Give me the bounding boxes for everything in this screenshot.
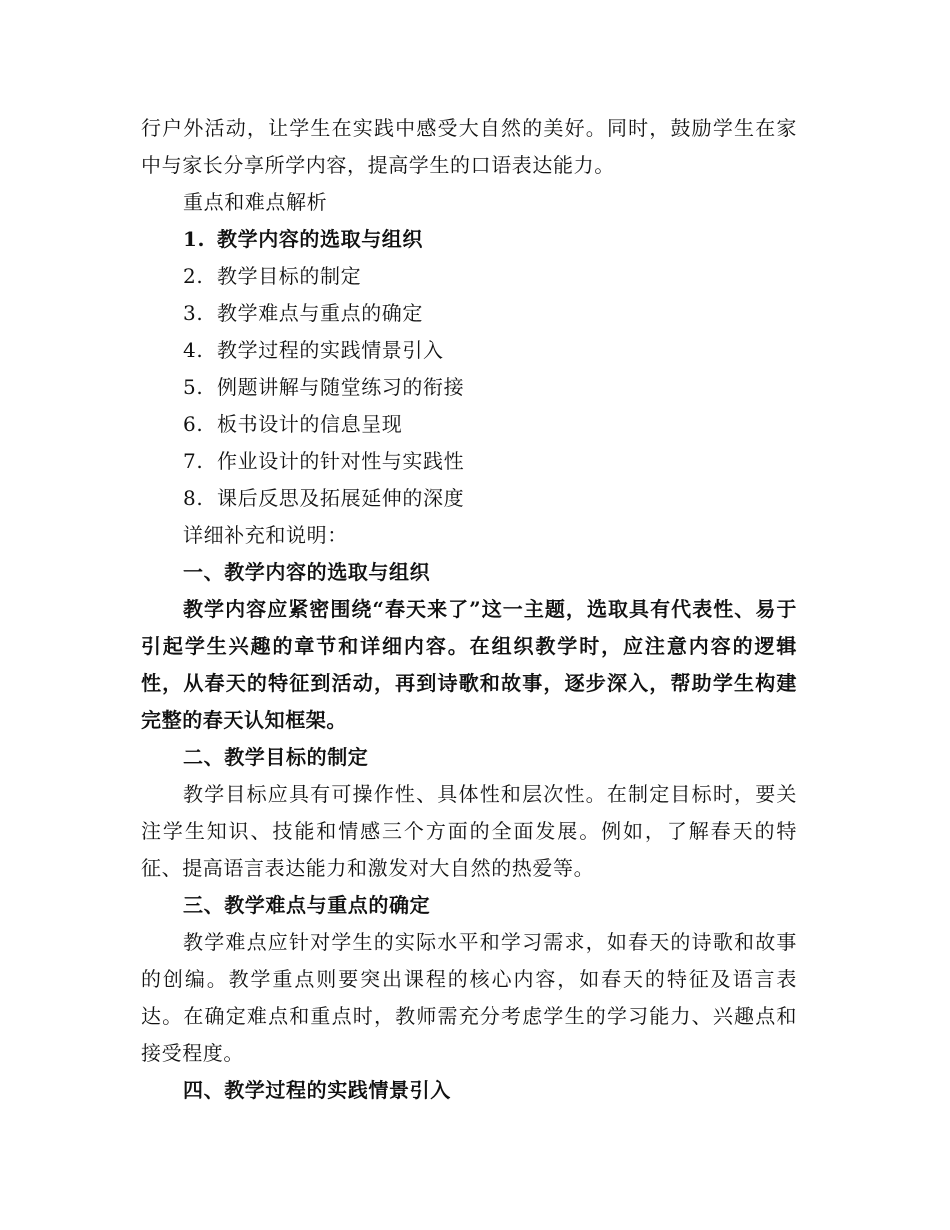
detail-heading: 详细补充和说明： xyxy=(183,523,348,547)
list-item-number: 5. xyxy=(183,375,204,399)
list-item xyxy=(141,258,797,295)
list-item xyxy=(141,369,797,406)
list-item-text: 课后反思及拓展延伸的深度 xyxy=(217,486,465,510)
section-body-1: 教学内容应紧密围绕“春天来了”这一主题，选取具有代表性、易于引起学生兴趣的章节和详细内容。在组织教学时，应注意内容的逻辑性，从春天的特征到活动，再到诗歌和故事，逐步深入，帮助学生构建完整的春天认知框架。 xyxy=(141,597,797,732)
list-item-text: 作业设计的针对性与实践性 xyxy=(217,449,465,473)
section-body-3: 教学难点应针对学生的实际水平和学习需求，如春天的诗歌和故事的创编。教学重点则要突出课程的核心内容，如春天的特征及语言表达。在确定难点和重点时，教师需充分考虑学生的学习能力、兴趣点和接受程度。 xyxy=(141,930,797,1065)
list-item-text: 教学内容的选取与组织 xyxy=(217,227,423,251)
section-heading-2: 二、教学目标的制定 xyxy=(183,745,369,769)
document-page xyxy=(141,110,797,1109)
list-item xyxy=(141,406,797,443)
continuation-paragraph: 行户外活动，让学生在实践中感受大自然的美好。同时，鼓励学生在家中与家长分享所学内容，提高学生的口语表达能力。 xyxy=(141,116,797,177)
list-item-number: 1. xyxy=(183,227,206,251)
list-item-number: 7. xyxy=(183,449,204,473)
list-item xyxy=(141,332,797,369)
list-item xyxy=(141,443,797,480)
section-heading-4: 四、教学过程的实践情景引入 xyxy=(183,1078,451,1102)
section-heading-3: 三、教学难点与重点的确定 xyxy=(183,893,431,917)
list-item-text: 板书设计的信息呈现 xyxy=(217,412,403,436)
list-item xyxy=(141,295,797,332)
list-item-number: 2. xyxy=(183,264,204,288)
list-item-text: 教学目标的制定 xyxy=(217,264,362,288)
list-item-number: 4. xyxy=(183,338,204,362)
list-item xyxy=(141,221,797,258)
list-item xyxy=(141,480,797,517)
list-item-number: 8. xyxy=(183,486,204,510)
list-item-text: 教学过程的实践情景引入 xyxy=(217,338,444,362)
key-points-list xyxy=(141,221,797,517)
list-item-text: 例题讲解与随堂练习的衔接 xyxy=(217,375,465,399)
section-heading-1: 一、教学内容的选取与组织 xyxy=(183,560,431,584)
key-points-heading: 重点和难点解析 xyxy=(183,190,328,214)
section-body-2: 教学目标应具有可操作性、具体性和层次性。在制定目标时，要关注学生知识、技能和情感三个方面的全面发展。例如，了解春天的特征、提高语言表达能力和激发对大自然的热爱等。 xyxy=(141,782,797,880)
list-item-text: 教学难点与重点的确定 xyxy=(217,301,423,325)
list-item-number: 3. xyxy=(183,301,204,325)
list-item-number: 6. xyxy=(183,412,204,436)
